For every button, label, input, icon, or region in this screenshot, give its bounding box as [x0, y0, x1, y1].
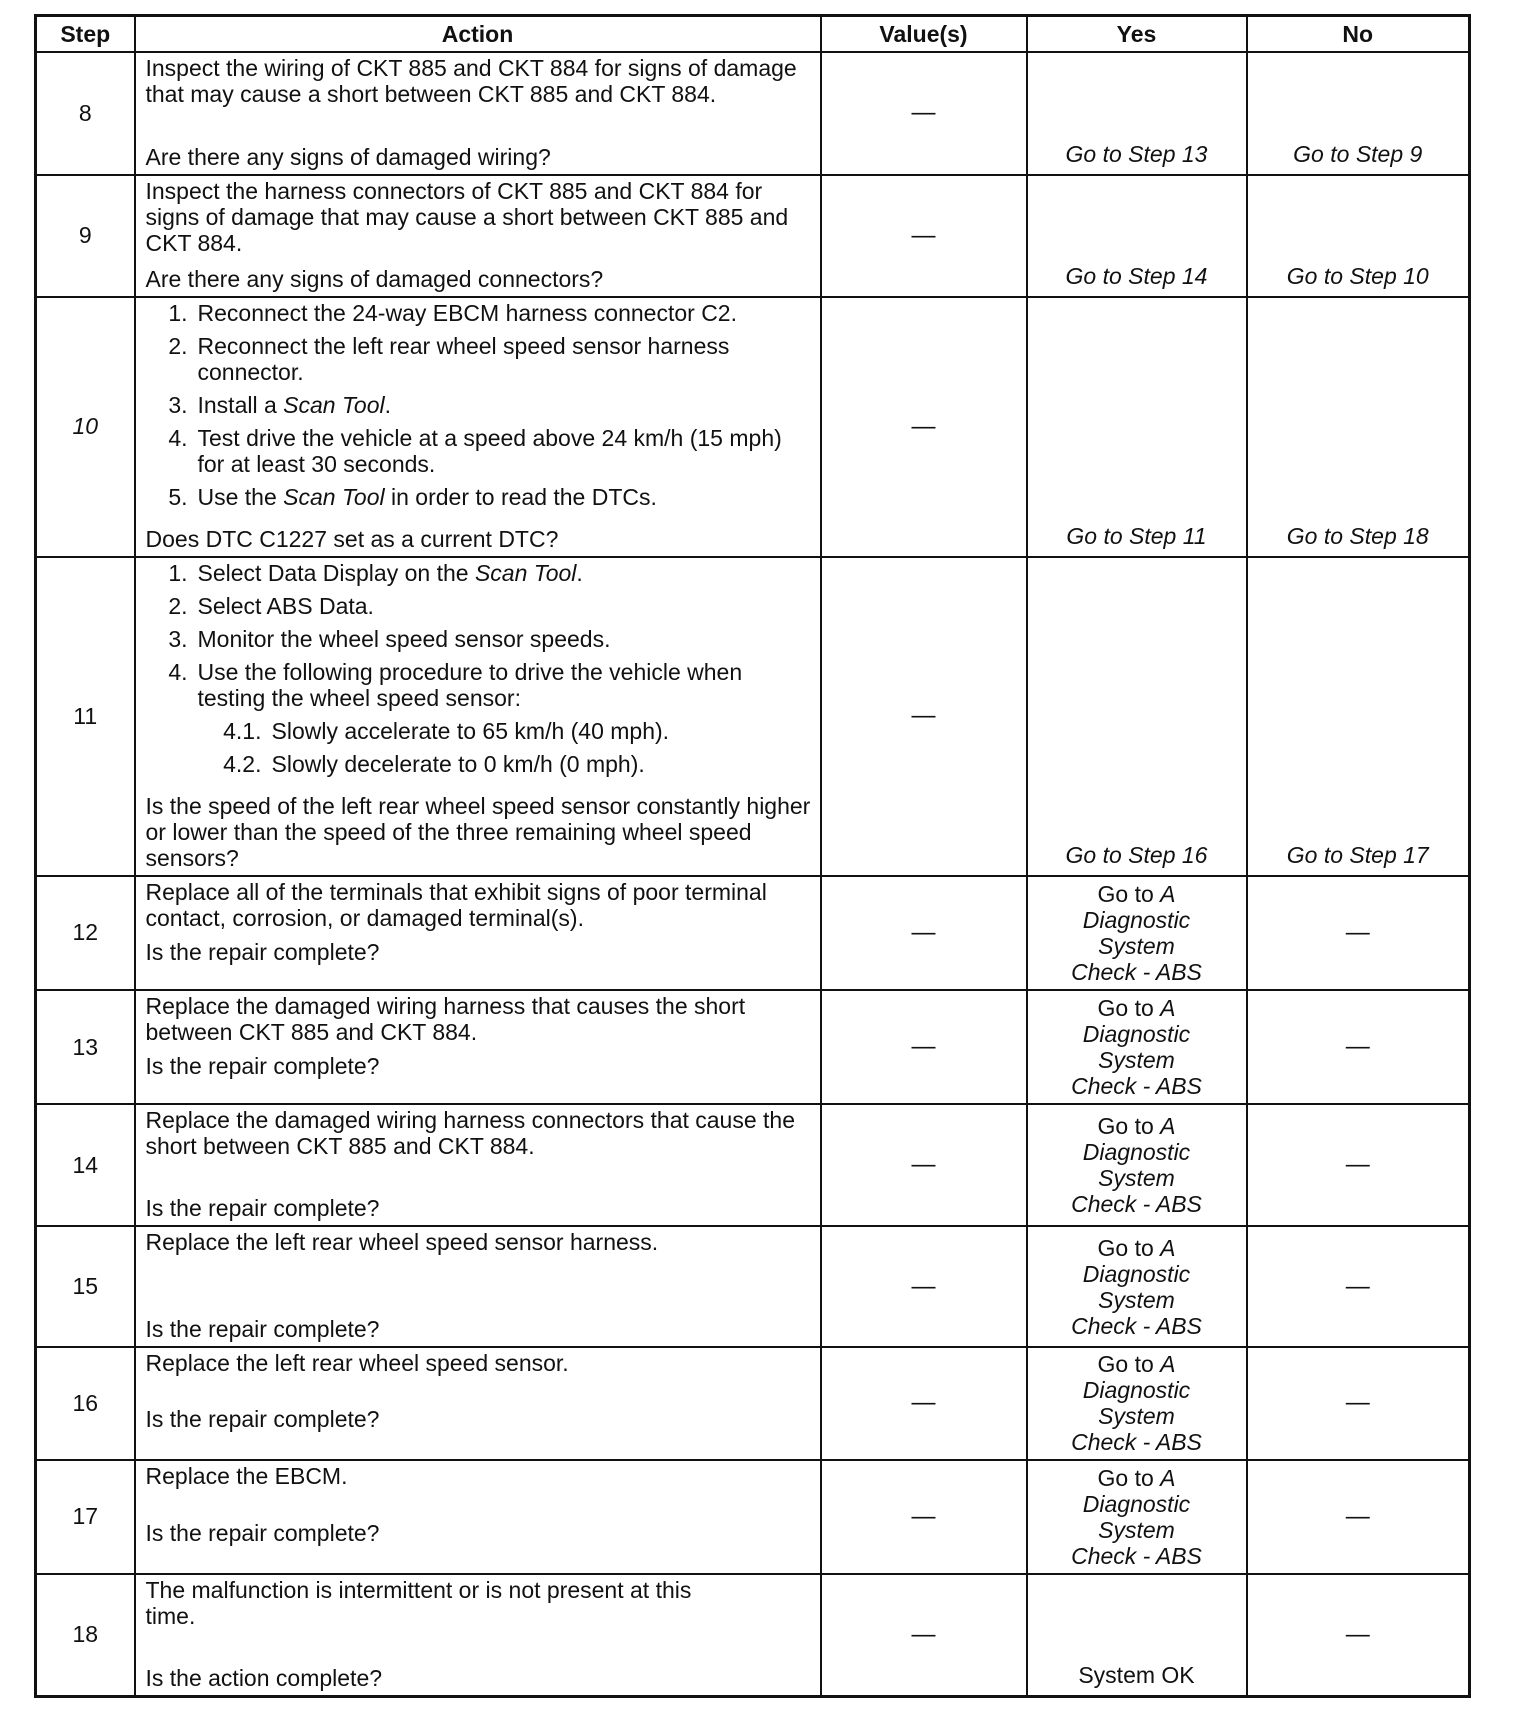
no-cell: Go to Step 17 — [1247, 557, 1470, 876]
list-item: 1. Select Data Display on the Scan Tool. — [168, 559, 583, 586]
no-cell: Go to Step 10 — [1247, 175, 1470, 297]
no-cell: — — [1247, 876, 1470, 990]
table-row — [36, 1226, 1470, 1347]
procedure-list — [146, 300, 812, 517]
action-question: Are there any signs of damaged wiring? — [145, 143, 551, 170]
action-text: Replace the damaged wiring harness connectors that cause the short between CKT 885 and CKT 884. — [145, 1107, 796, 1160]
list-item: 5. Use the Scan Tool in order to read the DTCs. — [168, 483, 657, 510]
yes-cell: Go to Step 11 — [1027, 297, 1247, 557]
action-cell — [135, 297, 821, 557]
no-cell: — — [1247, 990, 1470, 1104]
header-yes: Yes — [1027, 16, 1247, 53]
list-item: 3. Monitor the wheel speed sensor speeds. — [168, 625, 611, 652]
value-cell: — — [821, 876, 1027, 990]
header-row — [36, 16, 1470, 53]
action-cell — [135, 876, 821, 990]
step-number: 12 — [36, 876, 135, 990]
step-number: 9 — [36, 175, 135, 297]
table-row — [36, 1460, 1470, 1574]
value-cell: — — [821, 990, 1027, 1104]
action-question: Is the speed of the left rear wheel speed sensor constantly higher or lower than the speed of the three remaining wheel speed sensors? — [145, 792, 811, 871]
yes-cell: Go to Step 13 — [1027, 52, 1247, 174]
table-row — [36, 1347, 1470, 1459]
list-item: 2. Reconnect the left rear wheel speed sensor harness connector. — [168, 332, 730, 385]
value-cell: — — [821, 1104, 1027, 1225]
value-cell: — — [821, 175, 1027, 297]
yes-cell: Go to A Diagnostic System Check - ABS — [1027, 1347, 1247, 1459]
yes-cell: Go to A Diagnostic System Check - ABS — [1027, 990, 1247, 1104]
action-cell — [135, 1104, 821, 1225]
action-text: Replace the left rear wheel speed sensor. — [145, 1350, 569, 1377]
step-number: 10 — [36, 297, 135, 557]
header-action: Action — [135, 16, 821, 53]
action-question: Is the action complete? — [145, 1665, 383, 1691]
action-text: Inspect the harness connectors of CKT 885 and CKT 884 for signs of damage that may cause a short between CKT 885 and CKT 884. — [145, 177, 789, 256]
no-cell: — — [1247, 1226, 1470, 1347]
no-cell: — — [1247, 1347, 1470, 1459]
action-question: Is the repair complete? — [145, 1316, 380, 1343]
yes-cell: System OK — [1027, 1574, 1247, 1697]
step-number: 15 — [36, 1226, 135, 1347]
table-row — [36, 990, 1470, 1104]
action-cell — [135, 52, 821, 174]
no-cell: Go to Step 18 — [1247, 297, 1470, 557]
step-number: 14 — [36, 1104, 135, 1225]
action-text: Replace the left rear wheel speed sensor harness. — [145, 1228, 659, 1255]
value-cell: — — [821, 297, 1027, 557]
value-cell: — — [821, 557, 1027, 876]
list-item: 1. Reconnect the 24-way EBCM harness connector C2. — [168, 299, 737, 326]
table-row — [36, 1574, 1470, 1697]
value-cell: — — [821, 1460, 1027, 1574]
procedure-list — [146, 560, 812, 718]
table-row — [36, 1104, 1470, 1225]
step-number: 17 — [36, 1460, 135, 1574]
list-item: 4. Use the following procedure to drive the vehicle when testing the wheel speed sensor: — [168, 658, 743, 711]
action-text: Replace all of the terminals that exhibit signs of poor terminal contact, corrosion, or damaged terminal(s). — [145, 878, 767, 931]
step-number: 11 — [36, 557, 135, 876]
value-cell: — — [821, 52, 1027, 174]
action-question: Are there any signs of damaged connectors? — [145, 265, 604, 292]
step-number: 18 — [36, 1574, 135, 1697]
action-cell — [135, 175, 821, 297]
table-row — [36, 297, 1470, 557]
no-cell: — — [1247, 1574, 1470, 1697]
table-row — [36, 557, 1470, 876]
action-question: Is the repair complete? — [145, 1194, 380, 1221]
value-cell: — — [821, 1226, 1027, 1347]
action-question: Is the repair complete? — [145, 938, 380, 965]
header-no: No — [1247, 16, 1470, 53]
table-row — [36, 876, 1470, 990]
no-cell: Go to Step 9 — [1247, 52, 1470, 174]
yes-cell: Go to Step 14 — [1027, 175, 1247, 297]
yes-cell: Go to A Diagnostic System Check - ABS — [1027, 876, 1247, 990]
action-cell — [135, 1226, 821, 1347]
yes-cell: Go to A Diagnostic System Check - ABS — [1027, 1104, 1247, 1225]
action-text: The malfunction is intermittent or is not present at this time. — [145, 1576, 692, 1629]
yes-cell: Go to A Diagnostic System Check - ABS — [1027, 1226, 1247, 1347]
sub-procedure-list — [146, 718, 812, 784]
list-item: 3. Install a Scan Tool. — [168, 391, 391, 418]
list-item: 4. Test drive the vehicle at a speed above 24 km/h (15 mph) for at least 30 seconds. — [168, 424, 782, 477]
header-values: Value(s) — [821, 16, 1027, 53]
header-step: Step — [36, 16, 135, 53]
action-cell — [135, 1460, 821, 1574]
action-cell — [135, 1347, 821, 1459]
no-cell: — — [1247, 1460, 1470, 1574]
list-item: 2. Select ABS Data. — [168, 592, 374, 619]
step-number: 16 — [36, 1347, 135, 1459]
action-text: Inspect the wiring of CKT 885 and CKT 884 for signs of damage that may cause a short between CKT 885 and CKT 884. — [145, 55, 797, 108]
action-question: Does DTC C1227 set as a current DTC? — [145, 525, 559, 552]
action-question: Is the repair complete? — [145, 1519, 380, 1546]
yes-cell: Go to A Diagnostic System Check - ABS — [1027, 1460, 1247, 1574]
diagnostic-table — [34, 14, 1471, 1698]
value-cell: — — [821, 1347, 1027, 1459]
list-item: 4.1. Slowly accelerate to 65 km/h (40 mph). — [223, 717, 670, 744]
list-item: 4.2. Slowly decelerate to 0 km/h (0 mph). — [223, 750, 645, 777]
action-text: Replace the damaged wiring harness that causes the short between CKT 885 and CKT 884. — [145, 993, 746, 1046]
action-question: Is the repair complete? — [145, 1053, 380, 1080]
action-cell — [135, 1574, 821, 1697]
value-cell: — — [821, 1574, 1027, 1697]
step-number: 8 — [36, 52, 135, 174]
yes-cell: Go to Step 16 — [1027, 557, 1247, 876]
no-cell: — — [1247, 1104, 1470, 1225]
action-text: Replace the EBCM. — [145, 1462, 348, 1489]
action-cell — [135, 990, 821, 1104]
table-row — [36, 175, 1470, 297]
step-number: 13 — [36, 990, 135, 1104]
action-cell — [135, 557, 821, 876]
action-question: Is the repair complete? — [145, 1406, 380, 1433]
table-row — [36, 52, 1470, 174]
